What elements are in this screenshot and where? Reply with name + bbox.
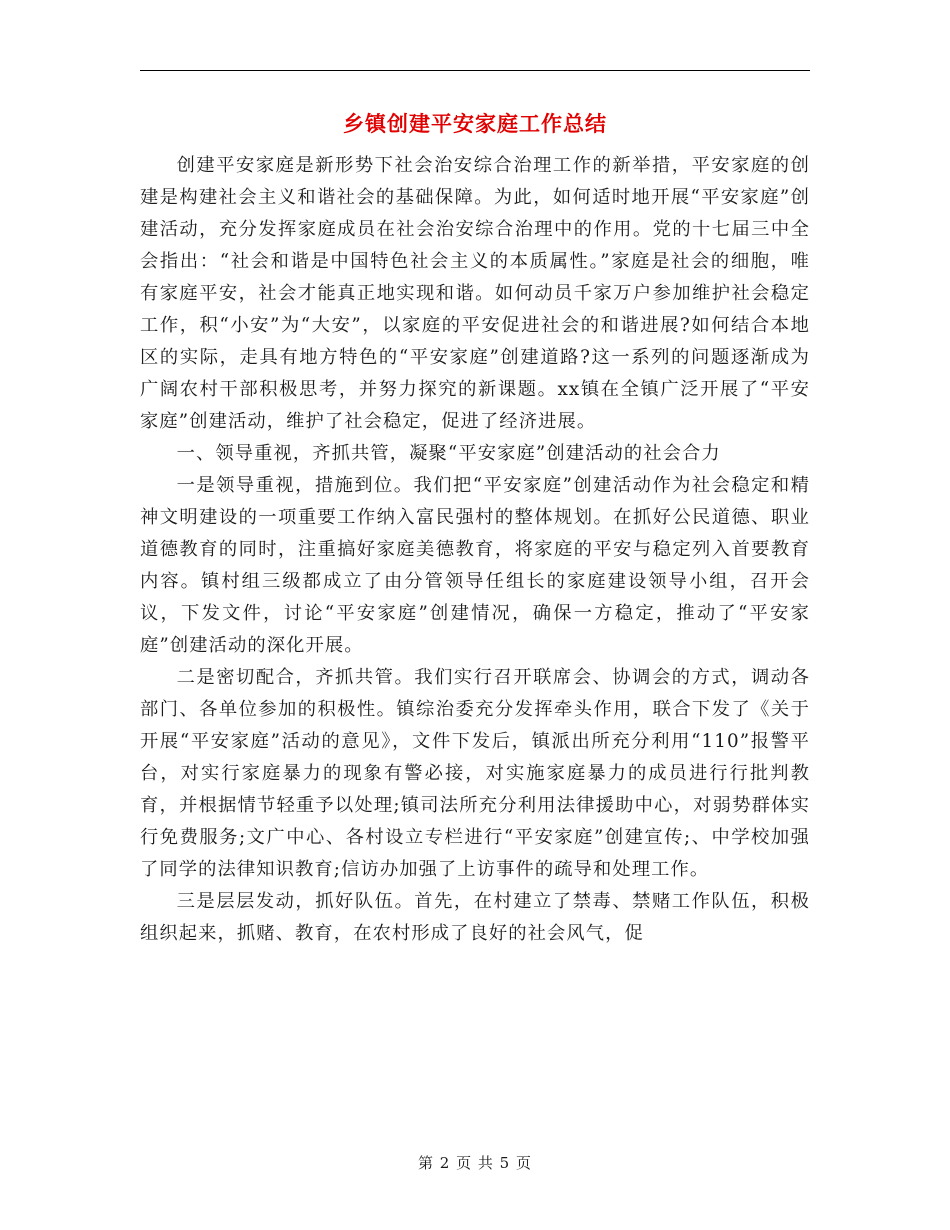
page-number-footer: 第 2 页 共 5 页 xyxy=(418,1154,532,1172)
header-rule xyxy=(140,70,810,71)
paragraph-point-3: 三是层层发动，抓好队伍。首先，在村建立了禁毒、禁赌工作队伍，积极组织起来，抓赌、教育，在农村形成了良好的社会风气，促 xyxy=(140,891,810,944)
document-body xyxy=(140,150,810,950)
section-heading-1: 一、领导重视，齐抓共管，凝聚“平安家庭”创建活动的社会合力 xyxy=(176,443,721,464)
paragraph-intro: 创建平安家庭是新形势下社会治安综合治理工作的新举措，平安家庭的创建是构建社会主义和谐社会的基础保障。为此，如何适时地开展“平安家庭”创建活动，充分发挥家庭成员在社会治安综合治理中的作用。党的十七届三中全会指出：“社会和谐是中国特色社会主义的本质属性。”家庭是社会的细胞，唯有家庭平安，社会才能真正地实现和谐。如何动员千家万户参加维护社会稳定工作，积“小安”为“大安”，以家庭的平安促进社会的和谐进展?如何结合本地区的实际，走具有地方特色的“平安家庭”创建道路?这一系列的问题逐渐成为广阔农村干部积极思考，并努力探究的新课题。xx镇在全镇广泛开展了“平安家庭”创建活动，维护了社会稳定，促进了经济进展。 xyxy=(140,155,810,432)
document-title: 乡镇创建平安家庭工作总结 xyxy=(343,112,607,136)
paragraph-point-2: 二是密切配合，齐抓共管。我们实行召开联席会、协调会的方式，调动各部门、各单位参加的积极性。镇综治委充分发挥牵头作用，联合下发了《关于开展“平安家庭”活动的意见》，文件下发后，镇派出所充分利用“110”报警平台，对实行家庭暴力的现象有警必接，对实施家庭暴力的成员进行行批判教育，并根据情节轻重予以处理;镇司法所充分利用法律援助中心，对弱势群体实行免费服务;文广中心、各村设立专栏进行“平安家庭”创建宣传;、中学校加强了同学的法律知识教育;信访办加强了上访事件的疏导和处理工作。 xyxy=(140,667,810,880)
paragraph-point-1: 一是领导重视，措施到位。我们把“平安家庭”创建活动作为社会稳定和精神文明建设的一项重要工作纳入富民强村的整体规划。在抓好公民道德、职业道德教育的同时，注重搞好家庭美德教育，将家庭的平安与稳定列入首要教育内容。镇村组三级都成立了由分管领导任组长的家庭建设领导小组，召开会议，下发文件，讨论“平安家庭”创建情况，确保一方稳定，推动了“平安家庭”创建活动的深化开展。 xyxy=(140,475,810,656)
